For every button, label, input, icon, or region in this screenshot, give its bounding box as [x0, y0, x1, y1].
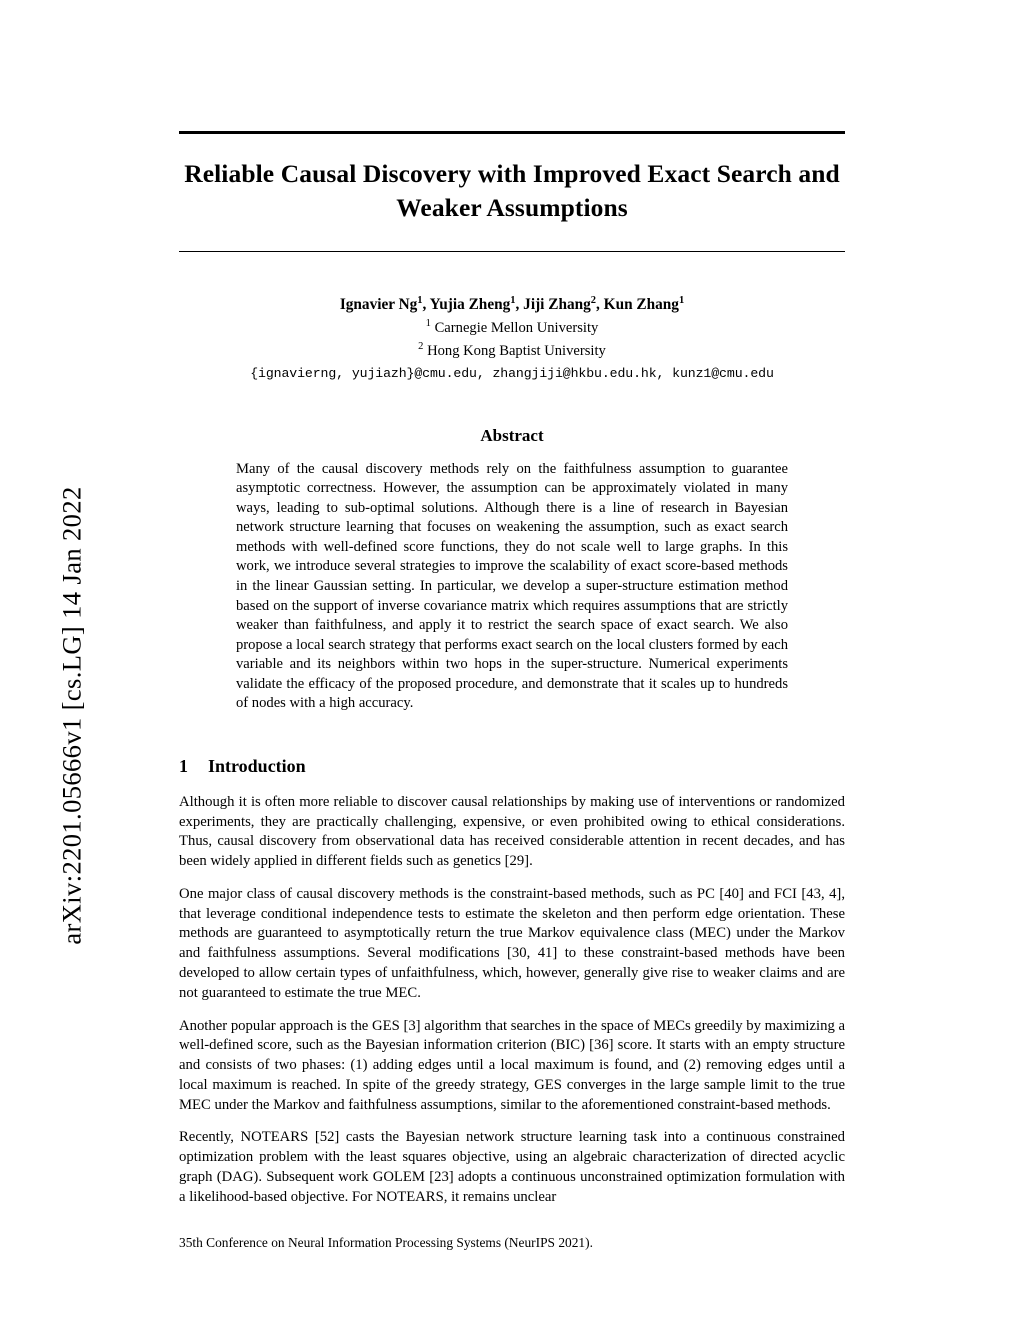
section-title: Introduction — [208, 755, 306, 776]
paragraph: One major class of causal discovery methods is the constraint-based methods, such as PC [40] and FCI [43, 4], that leverage conditional independence tests to estimate the skeleton and then perform edge orientation. These methods are guaranteed to asymptotically return the true Markov equivalence class (MEC) under the Markov and faithfulness assumptions. Several modifications [30, 41] to these constraint-based methods have been developed to allow certain types of unfaithfulness, which, however, generally give rise to weaker claims and are not guaranteed to estimate the true MEC. — [179, 885, 845, 1001]
title-rule-bottom — [179, 251, 845, 252]
author-3: Jiji Zhang$^2$ — [523, 294, 597, 313]
affiliation-1-name: Carnegie Mellon University — [434, 319, 599, 336]
abstract-heading: Abstract — [480, 425, 544, 445]
title-rule-top — [179, 131, 845, 134]
paragraph: Although it is often more reliable to discover causal relationships by making use of interventions or randomized experiments, they are practically challenging, expensive, or even prohibited owing to ethical considerations. Thus, causal discovery from observational data has received considerable attention in recent decades, and has been widely applied in different fields such as genetics [29]. — [179, 793, 845, 870]
affiliation-2-marker: 2 — [418, 340, 424, 352]
author-2-affil-marker: 1 — [510, 294, 516, 306]
author-4-affil-marker: 1 — [678, 294, 685, 306]
author-3-affil-marker: 2 — [590, 294, 597, 306]
affiliation-2-name: Hong Kong Baptist University — [427, 342, 606, 359]
section-heading-introduction — [179, 756, 845, 777]
author-emails: {ignavierng, yujiazh}@cmu.edu, zhangjiji@hkbu.edu.hk, kunz1@cmu.edu — [250, 365, 774, 381]
abstract-body: Many of the causal discovery methods rely on the faithfulness assumption to guarantee asymptotic correctness. However, the assumption can be approximately violated in many ways, leading to sub-optimal solutions. Although there is a line of research in Bayesian network structure learning that focuses on weakening the assumption, such as exact search methods with well-defined score functions, they do not scale well to large graphs. In this work, we introduce several strategies to improve the scalability of exact score-based methods in the linear Gaussian setting. In particular, we develop a super-structure estimation method based on the support of inverse covariance matrix which requires assumptions that are strictly weaker than faithfulness, and apply it to restrict the search space of exact search. We also propose a local search strategy that performs exact search on the local clusters formed by each variable and its neighbors within two hops in the super-structure. Numerical experiments validate the efficacy of the proposed procedure, and demonstrate that it scales up to hundreds of nodes with a high accuracy. — [236, 460, 788, 712]
affiliation-1-marker: 1 — [425, 317, 431, 329]
paper-content — [179, 0, 845, 1252]
affiliation-1 — [179, 317, 845, 338]
paragraph: Recently, NOTEARS [52] casts the Bayesian network structure learning task into a continuous constrained optimization problem with the least squares objective, using an algebraic characterization of directed acyclic graph (DAG). Subsequent work GOLEM [23] adopts a continuous unconstrained optimization formulation with a likelihood-based objective. For NOTEARS, it remains unclear — [179, 1129, 845, 1205]
conference-footnote: 35th Conference on Neural Information Processing Systems (NeurIPS 2021). — [179, 1235, 593, 1251]
author-list: Ignavier Ng$^1$, Yujia Zheng$^1$, Jiji Zhang$^2$, Kun Zhang$^1$ — [339, 294, 685, 313]
page-title — [179, 157, 845, 225]
arxiv-stamp: arXiv:2201.05666v1 [cs.LG] 14 Jan 2022 — [56, 486, 87, 945]
author-2: Yujia Zheng$^1$ — [429, 294, 516, 313]
author-1: Ignavier Ng$^1$ — [339, 294, 423, 313]
author-4: Kun Zhang$^1$ — [603, 294, 685, 313]
section-number: 1 — [179, 755, 188, 776]
affiliation-2 — [179, 340, 845, 361]
author-1-affil-marker: 1 — [417, 294, 423, 306]
paragraph: Another popular approach is the GES [3] algorithm that searches in the space of MECs greedily by maximizing a well-defined score, such as the Bayesian information criterion (BIC) [36] score. It starts with an empty structure and consists of two phases: (1) adding edges until a local maximum is found, and (2) removing edges until a local maximum is reached. In spite of the greedy strategy, GES converges in the large sample limit to the true MEC under the Markov and faithfulness assumptions, similar to the aforementioned constraint-based methods. — [179, 1017, 845, 1113]
title-line-1: Reliable Causal Discovery with Improved Exact Search and Weaker Assumptions — [184, 159, 840, 222]
